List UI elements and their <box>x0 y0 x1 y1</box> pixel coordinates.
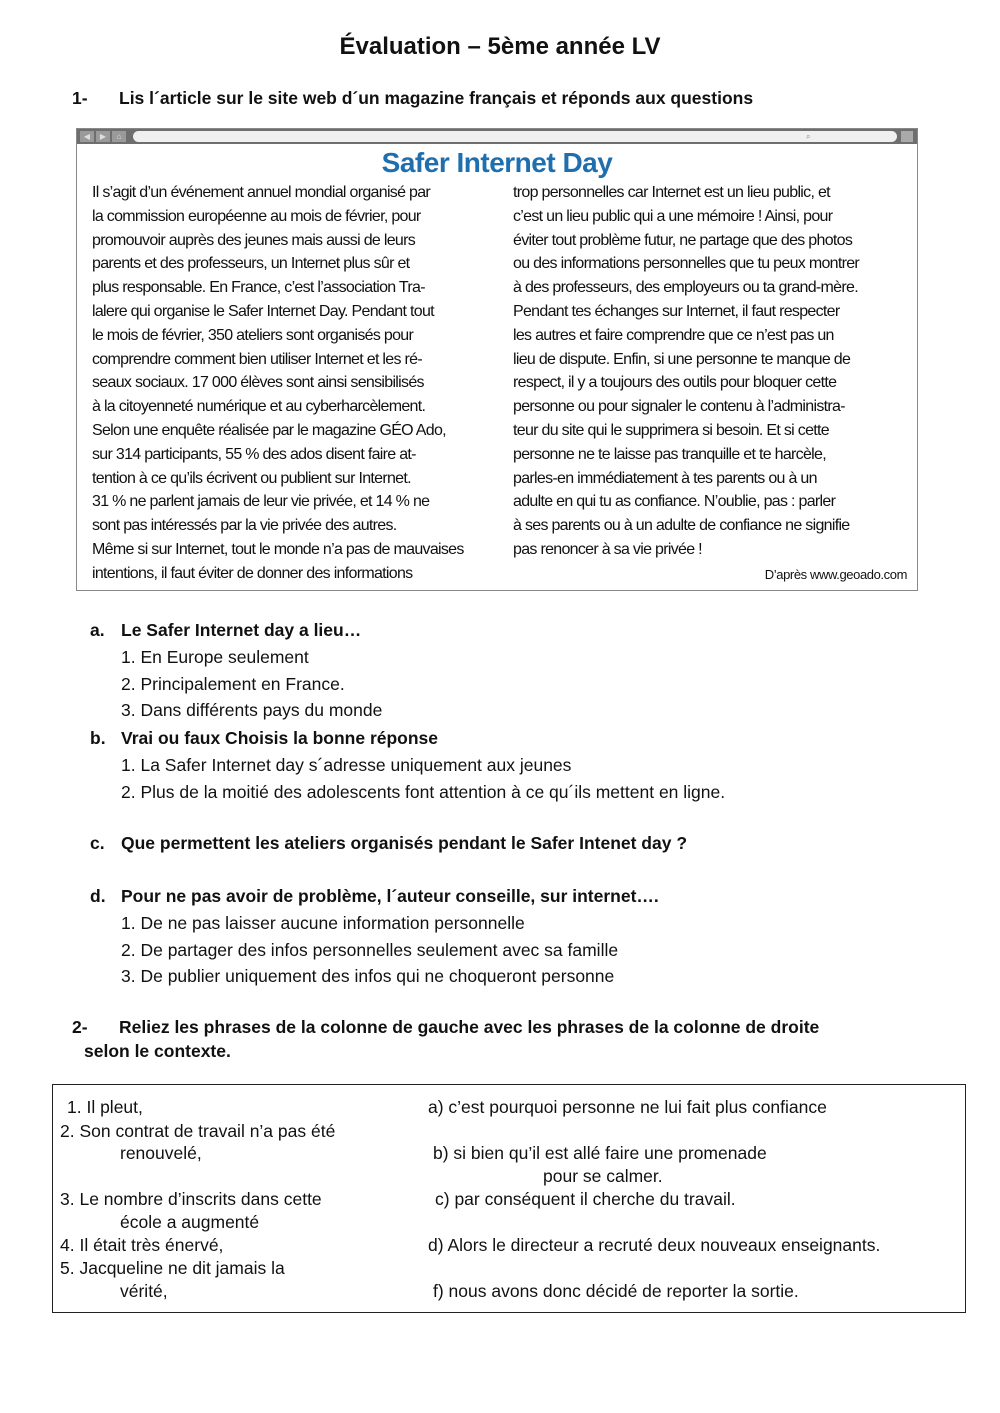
answer-option: 3. De publier uniquement des infos qui ne choqueront personne <box>121 966 615 986</box>
article-line: adulte en qui tu as confiance. N’oublie, pas : parler <box>513 493 836 511</box>
article-line: intentions, il faut éviter de donner des informations <box>92 564 413 582</box>
answer-option: 3. Dans différents pays du monde <box>121 700 383 720</box>
question-text: Vrai ou faux Choisis la bonne réponse <box>121 728 439 748</box>
right-item: c) par conséquent il cherche du travail. <box>435 1189 736 1209</box>
q2-number: 2- <box>72 1017 88 1037</box>
article-line: respect, il y a toujours des outils pour bloquer cette <box>513 374 837 392</box>
left-item: renouvelé, <box>120 1143 202 1163</box>
question-label: c. <box>90 833 105 853</box>
article-title: Safer Internet Day <box>381 147 613 178</box>
article-source: D’après www.geoado.com <box>764 567 907 582</box>
right-item: f) nous avons donc décidé de reporter la sortie. <box>433 1281 799 1301</box>
article-line: personne ne te laisse pas tranquille et te harcèle, <box>513 445 826 463</box>
answer-option: 1. De ne pas laisser aucune information personnelle <box>121 913 525 933</box>
right-item: d) Alors le directeur a recruté deux nouveaux enseignants. <box>428 1235 881 1255</box>
left-item: 4. Il était très énervé, <box>60 1235 224 1255</box>
article-line: parents et des professeurs, un Internet plus sûr et <box>92 255 410 273</box>
forward-icon: ▶ <box>96 131 110 142</box>
article-line: à des professeurs, des employeurs ou ta grand-mère. <box>513 279 858 297</box>
page-title: Évaluation – 5ème année LV <box>339 33 661 60</box>
q1-instruction: Lis l´article sur le site web d´un magazine français et réponds aux questions <box>119 88 754 108</box>
left-item: 5. Jacqueline ne dit jamais la <box>60 1258 285 1278</box>
article-left-column <box>92 181 492 586</box>
article-line: parles-en immédiatement à tes parents ou à un <box>513 469 817 487</box>
home-icon: ⌂ <box>112 131 126 142</box>
article-line: Même si sur Internet, tout le monde n’a pas de mauvaises <box>92 540 464 558</box>
search-icon: ⌕ <box>803 131 897 142</box>
article-line: promouvoir auprès des jeunes mais aussi de leurs <box>92 231 416 249</box>
left-item: 1. Il pleut, <box>67 1097 143 1117</box>
matching-table <box>52 1084 966 1313</box>
right-item: a) c’est pourquoi personne ne lui fait plus confiance <box>428 1097 827 1117</box>
left-item: école a augmenté <box>120 1212 260 1232</box>
article-line: tention à ce qu’ils écrivent ou publient sur Internet. <box>92 469 411 487</box>
article-line: les autres et faire comprendre que ce n’est pas un <box>513 326 834 344</box>
left-item: 2. Son contrat de travail n’a pas été <box>60 1121 336 1141</box>
q1-number: 1- <box>72 88 88 108</box>
browser-toolbar <box>77 129 917 144</box>
article-line: la commission européenne au mois de février, pour <box>92 207 421 225</box>
answer-option: 1. En Europe seulement <box>121 647 309 667</box>
article-line: lieu de dispute. Enfin, si une personne te manque de <box>513 350 851 368</box>
answer-option: 2. Plus de la moitié des adolescents font attention à ce qu´ils mettent en ligne. <box>121 781 726 802</box>
article-line: 31 % ne parlent jamais de leur vie privée, et 14 % ne <box>92 493 430 511</box>
menu-icon <box>901 131 913 142</box>
q2-instruction: Reliez les phrases de la colonne de gauche avec les phrases de la colonne de droite <box>119 1017 820 1037</box>
article-line: éviter tout problème futur, ne partage que des photos <box>513 231 853 249</box>
address-bar <box>133 131 873 142</box>
article-line: lalere qui organise le Safer Internet Day. Pendant tout <box>92 302 434 320</box>
article-line: ou des informations personnelles que tu peux montrer <box>513 255 860 273</box>
article-line: Il s’agit d’un événement annuel mondial organisé par <box>92 184 431 201</box>
q2-instruction-cont: selon le contexte. <box>84 1041 231 1061</box>
left-item: vérité, <box>120 1281 168 1301</box>
question-text: Le Safer Internet day a lieu… <box>121 620 362 640</box>
article-line: c’est un lieu public qui a une mémoire ! Ainsi, pour <box>513 207 833 225</box>
article-line: le mois de février, 350 ateliers sont organisés pour <box>92 326 414 344</box>
question-label: a. <box>90 620 105 640</box>
article-line: seaux sociaux. 17 000 élèves sont ainsi sensibilisés <box>92 374 424 392</box>
article-line: trop personnelles car Internet est un lieu public, et <box>513 184 830 201</box>
article-line: Pendant tes échanges sur Internet, il faut respecter <box>513 302 840 320</box>
answer-option: 2. De partager des infos personnelles seulement avec sa famille <box>121 939 619 960</box>
article-line: sont pas intéressés par la vie privée des autres. <box>92 517 397 535</box>
right-item: pour se calmer. <box>543 1166 663 1186</box>
article-right-column <box>513 181 913 562</box>
question-text: Pour ne pas avoir de problème, l´auteur conseille, sur internet…. <box>121 886 659 906</box>
article-line: à la citoyenneté numérique et au cyberharcèlement. <box>92 398 426 416</box>
answer-option: 2. Principalement en France. <box>121 673 345 694</box>
question-text: Que permettent les ateliers organisés pendant le Safer Intenet day ? <box>121 833 688 853</box>
question-label: d. <box>90 886 106 906</box>
article-line: comprendre comment bien utiliser Internet et les ré- <box>92 350 422 368</box>
article-line: Selon une enquête réalisée par le magazine GÉO Ado, <box>92 421 446 439</box>
article-line: personne ou pour signaler le contenu à l’administra- <box>513 398 845 416</box>
article-line: à ses parents ou à un adulte de confiance ne signifie <box>513 517 850 535</box>
article-line: sur 314 participants, 55 % des ados disent faire at- <box>92 445 416 463</box>
article-line: pas renoncer à sa vie privée ! <box>513 540 702 558</box>
back-icon: ◀ <box>80 131 94 142</box>
article-screenshot <box>76 128 918 591</box>
question-label: b. <box>90 728 106 748</box>
right-item: b) si bien qu’il est allé faire une promenade <box>433 1143 767 1163</box>
left-item: 3. Le nombre d’inscrits dans cette <box>60 1189 322 1209</box>
answer-option: 1. La Safer Internet day s´adresse uniquement aux jeunes <box>121 755 572 775</box>
article-line: plus responsable. En France, c’est l’association Tra- <box>92 279 425 297</box>
article-line: teur du site qui le supprimera si besoin. Et si cette <box>513 421 829 439</box>
